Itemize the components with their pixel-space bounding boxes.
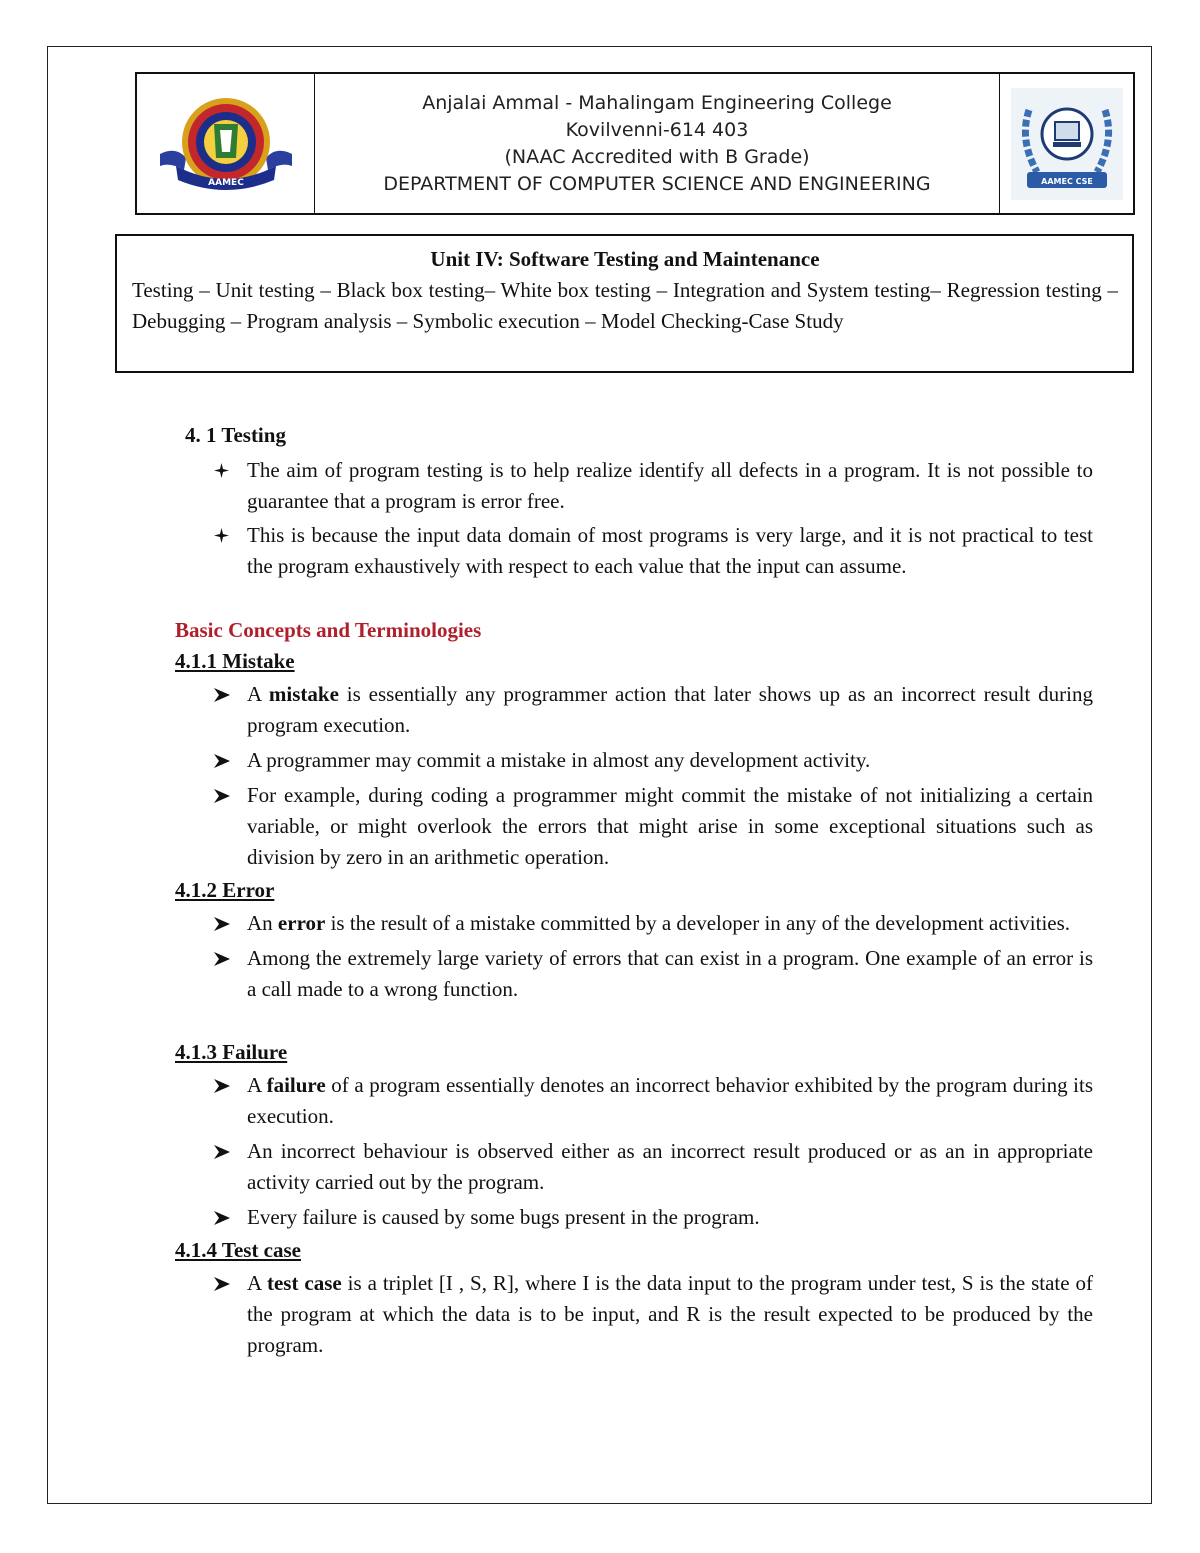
subheading-text: 4.1.4 Test case [175,1238,301,1262]
error-list [175,908,1093,1005]
svg-text:AAMEC: AAMEC [207,177,244,188]
department-name: DEPARTMENT OF COMPUTER SCIENCE AND ENGINEERING [383,172,931,195]
mistake-list [175,679,1093,873]
text-fragment: An [247,911,278,935]
list-item [175,780,1093,873]
list-item [175,679,1093,741]
list-item [175,745,1093,776]
list-item-text: Every failure is caused by some bugs present in the program. [247,1205,760,1229]
text-fragment: A [247,1073,267,1097]
college-title-cell [315,74,1000,213]
arrow-bullet-icon [213,908,237,939]
term-bold: error [277,911,326,935]
unit-box [115,234,1134,373]
term-bold: mistake [268,682,339,706]
list-item-text: The aim of program testing is to help realize identify all defects in a program. It is not possible to guarantee that a program is error free. [247,458,1093,513]
subheading-text: 4.1.1 Mistake [175,649,295,673]
list-item-text: For example, during coding a programmer might commit the mistake of not initializing a certain variable, or might overlook the errors that might arise in some exceptional situations such as division by zero in an arithmetic operation. [247,783,1093,869]
list-item-text: A programmer may commit a mistake in almost any development activity. [247,748,871,772]
arrow-bullet-icon [213,1136,237,1167]
text-fragment: is a triplet [I , S, R], where I is the data input to the program under test, S is the state of the program at which the data is to be input, and R is the result expected to be produced by the program. [247,1271,1093,1357]
dept-logo-cell [1000,74,1133,213]
unit-title: Unit IV: Software Testing and Maintenance [430,247,820,271]
college-logo-icon [156,96,296,192]
list-item [175,1136,1093,1198]
list-item-text: An incorrect behaviour is observed either as an incorrect result produced or as an in appropriate activity carried out by the program. [247,1139,1093,1194]
list-item [175,1202,1093,1233]
diamond-bullet-icon [213,455,237,486]
list-item [175,1268,1093,1361]
arrow-bullet-icon [213,745,237,776]
arrow-bullet-icon [213,1070,237,1101]
subheading-test-case [175,1235,1093,1265]
college-address: Kovilvenni-614 403 [565,118,749,141]
arrow-bullet-icon [213,943,237,974]
accreditation: (NAAC Accredited with B Grade) [504,145,810,168]
test-case-list [175,1268,1093,1361]
text-fragment: of a program essentially denotes an incorrect behavior exhibited by the program during its execution. [247,1073,1093,1128]
term-bold: failure [266,1073,326,1097]
arrow-bullet-icon [213,1268,237,1299]
svg-text:AAMEC CSE: AAMEC CSE [1040,176,1093,186]
subheading-mistake [175,646,1093,676]
college-header [135,72,1135,215]
section-heading-testing [175,420,1093,450]
college-logo-cell [137,74,315,213]
dept-logo-icon [1011,88,1123,200]
arrow-bullet-icon [213,679,237,710]
arrow-bullet-icon [213,780,237,811]
list-item [175,520,1093,582]
subheading-text: 4.1.2 Error [175,878,275,902]
failure-list [175,1070,1093,1233]
college-name: Anjalai Ammal - Mahalingam Engineering College [422,91,892,114]
list-item [175,455,1093,517]
list-item [175,908,1093,939]
term-bold: test case [266,1271,342,1295]
list-item [175,1070,1093,1132]
list-item [175,943,1093,1005]
text-fragment: is the result of a mistake committed by a developer in any of the development activities. [325,911,1071,935]
diamond-bullet-icon [213,520,237,551]
list-item-text: Among the extremely large variety of errors that can exist in a program. One example of an error is a call made to a wrong function. [247,946,1093,1001]
arrow-bullet-icon [213,1202,237,1233]
text-fragment: A [247,1271,267,1295]
unit-topics: Testing – Unit testing – Black box testing– White box testing – Integration and System testing– Regression testing – Debugging – Program analysis – Symbolic execution – Model Checking-Case Study [132,278,1118,333]
subheading-error [175,875,1093,905]
basic-concepts-heading: Basic Concepts and Terminologies [175,618,482,642]
subheading-failure [175,1037,1093,1067]
text-fragment: is essentially any programmer action that later shows up as an incorrect result during program execution. [247,682,1093,737]
list-item-text: This is because the input data domain of most programs is very large, and it is not practical to test the program exhaustively with respect to each value that the input can assume. [247,523,1093,578]
subheading-text: 4.1.3 Failure [175,1040,288,1064]
testing-list [175,455,1093,582]
text-fragment: A [247,682,269,706]
section-heading-text: 4. 1 Testing [185,423,286,447]
